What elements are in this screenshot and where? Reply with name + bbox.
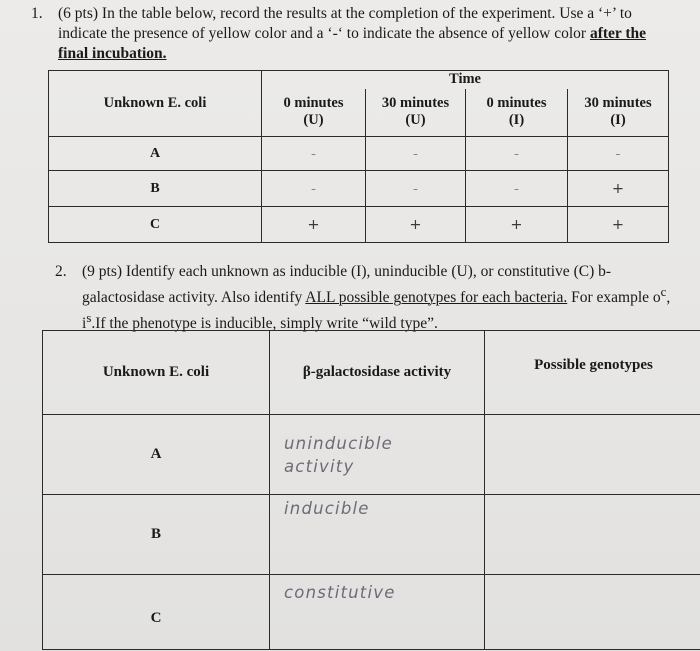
table-row	[43, 575, 700, 650]
result-cell: -	[262, 137, 366, 171]
table-row	[43, 495, 700, 575]
results-header-unknown: Unknown E. coli	[49, 71, 262, 137]
result-cell: +	[466, 207, 568, 243]
row-label: A	[49, 137, 262, 171]
results-header-time-col	[262, 89, 366, 137]
genotype-cell	[485, 575, 700, 650]
question-2-text-example: , i	[82, 289, 671, 333]
activity-answer: inducible	[284, 499, 370, 518]
results-header-time-col	[466, 89, 568, 137]
row-label: C	[49, 207, 262, 243]
results-header-time-col	[366, 89, 466, 137]
result-cell: +	[568, 171, 669, 207]
result-cell: -	[568, 137, 669, 171]
question-2	[55, 262, 682, 334]
table-row	[43, 415, 700, 495]
activity-cell	[270, 495, 485, 575]
superscript: c	[660, 284, 667, 299]
activity-cell	[270, 415, 485, 495]
time-col-label: 30 minutes	[584, 95, 652, 112]
activity-answer: constitutive	[284, 583, 396, 602]
activity-answer-cont: activity	[284, 456, 355, 476]
time-col-label: 0 minutes	[486, 95, 547, 112]
result-cell: -	[262, 171, 366, 207]
phenotype-header-activity: β-galactosidase activity	[270, 331, 485, 415]
results-table	[48, 70, 669, 243]
question-2-text-example: For example o	[571, 289, 661, 307]
question-2-text-end: .If the phenotype is inducible, simply write “wild type”.	[91, 315, 438, 333]
result-cell: +	[262, 207, 366, 243]
result-cell: -	[366, 171, 466, 207]
question-2-emphasis: ALL possible genotypes for each bacteria.	[305, 289, 568, 307]
question-1-text: (6 pts) In the table below, record the results at the completion of the experiment. Use a ‘+’ to indicate the presence of yellow color and a ‘-‘ to indicate the absence of yellow color	[58, 5, 632, 42]
time-col-label: 0 minutes	[283, 95, 344, 112]
row-label: A	[43, 415, 270, 495]
row-label: C	[43, 575, 270, 650]
question-2-text: (9 pts) Identify each unknown as inducible (I), uninducible (U), or constitutive (C) b-galactosidase activity. Also identify	[82, 263, 612, 307]
result-cell: +	[366, 207, 466, 243]
question-2-number: 2.	[55, 263, 67, 280]
result-cell: -	[366, 137, 466, 171]
phenotype-header-genotypes: Possible genotypes	[485, 331, 700, 415]
phenotype-header-unknown: Unknown E. coli	[43, 331, 270, 415]
row-label: B	[43, 495, 270, 575]
question-1-emphasis: after the final incubation.	[58, 25, 647, 62]
question-1	[31, 4, 668, 64]
results-header-time: Time	[262, 71, 669, 89]
time-col-sub: (U)	[303, 112, 324, 129]
result-cell: +	[568, 207, 669, 243]
time-col-sub: (I)	[508, 112, 525, 129]
time-col-label: 30 minutes	[381, 95, 450, 112]
row-label: B	[49, 171, 262, 207]
activity-answer: uninducible	[284, 433, 393, 453]
activity-cell	[270, 575, 485, 650]
table-row	[49, 171, 669, 207]
phenotype-table	[42, 330, 700, 650]
question-1-number: 1.	[31, 5, 43, 22]
result-cell: -	[466, 171, 568, 207]
genotype-cell	[485, 415, 700, 495]
genotype-cell	[485, 495, 700, 575]
table-row	[49, 207, 669, 243]
table-row	[49, 137, 669, 171]
results-header-time-col	[568, 89, 669, 137]
superscript: s	[86, 310, 92, 326]
time-col-sub: (U)	[405, 112, 426, 129]
result-cell: -	[466, 137, 568, 171]
time-col-sub: (I)	[610, 112, 626, 129]
